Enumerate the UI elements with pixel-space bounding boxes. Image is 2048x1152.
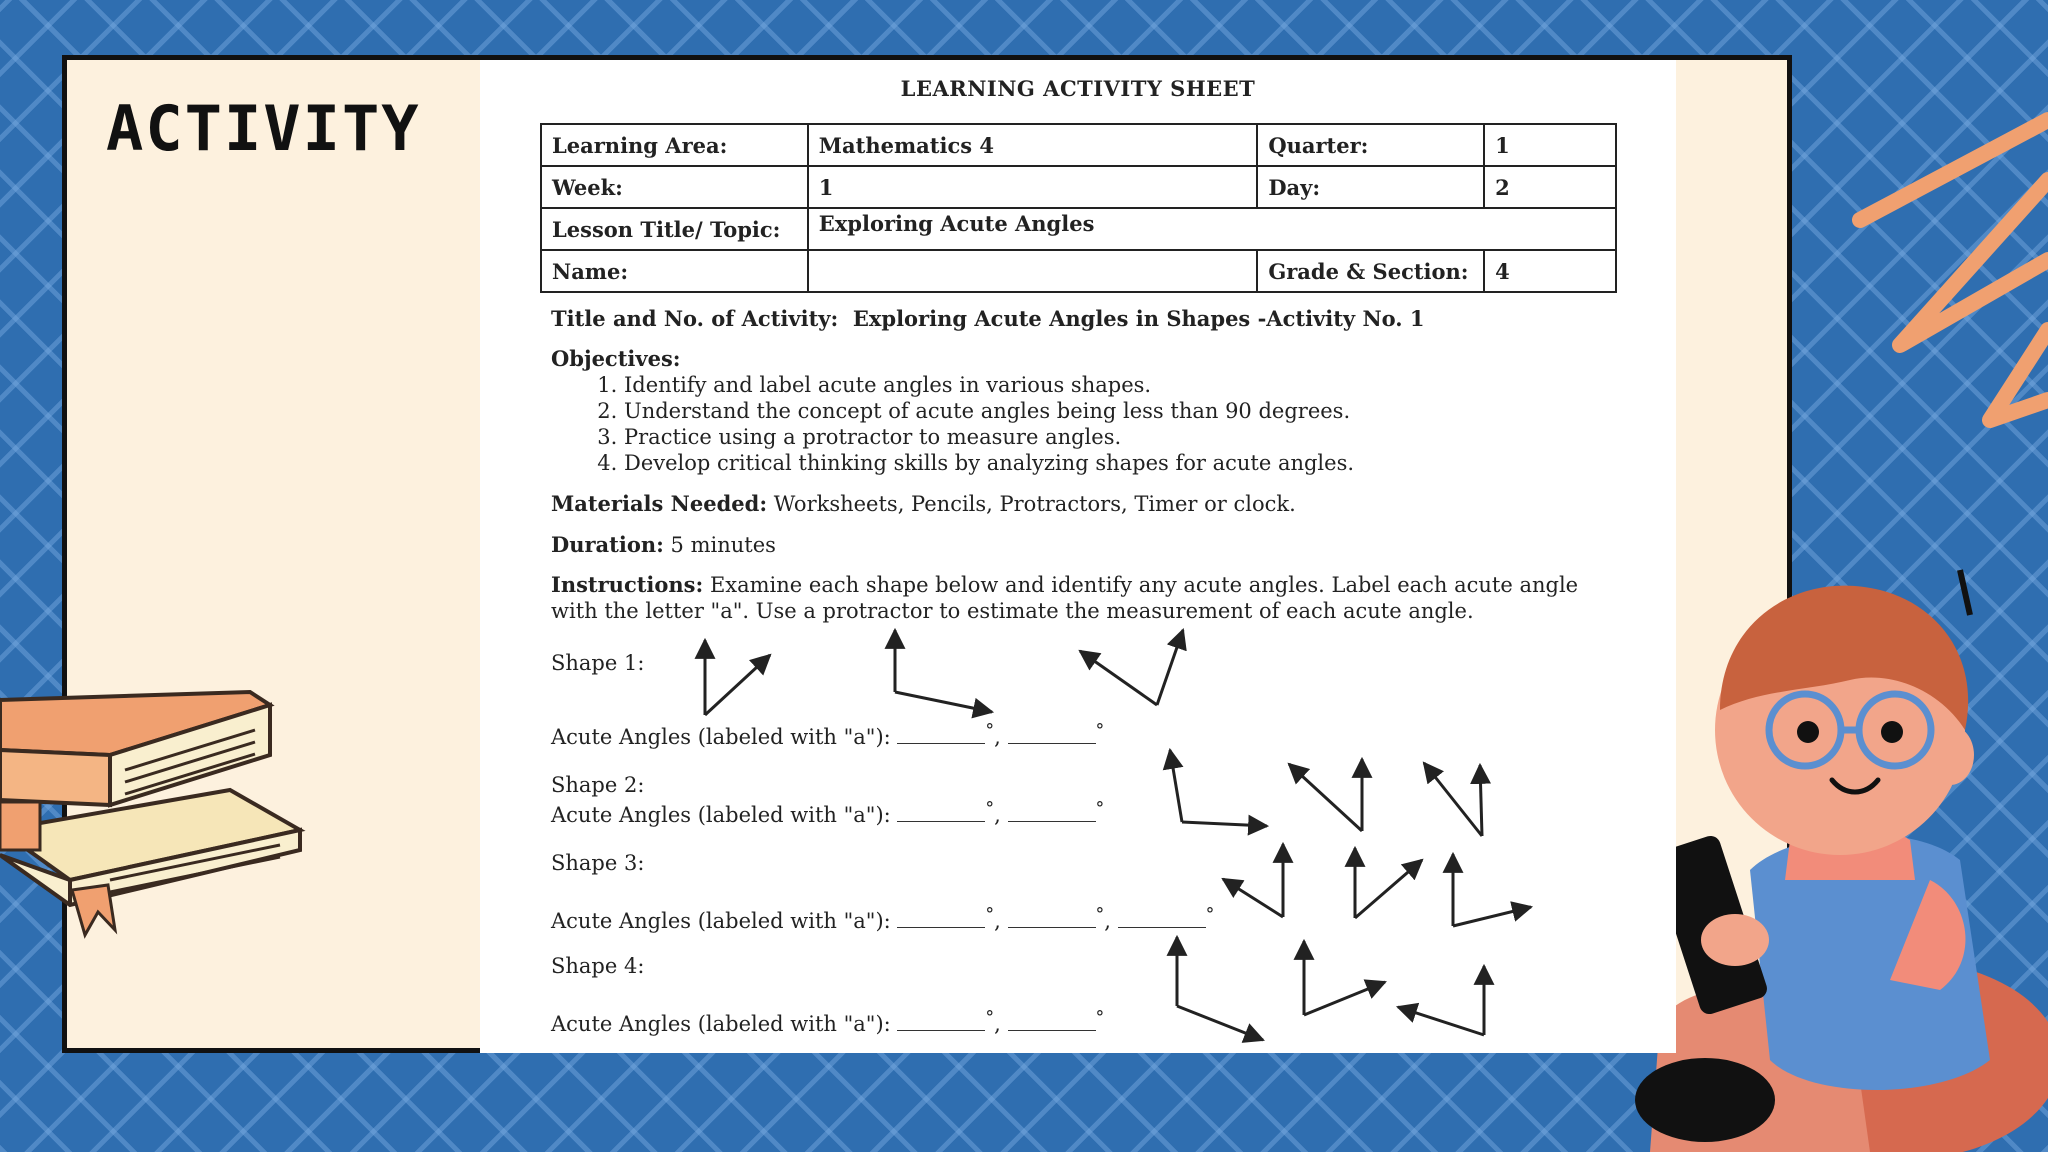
name-field[interactable]: [808, 250, 1258, 292]
lesson-title-value: Exploring Acute Angles: [808, 208, 1616, 250]
duration-label: Duration:: [551, 532, 664, 557]
shape-3-answer-row: Acute Angles (labeled with "a"): °, °, °: [551, 905, 1215, 933]
list-item: 4. Develop critical thinking skills by analyzing shapes for acute angles.: [624, 450, 1551, 476]
duration-value: 5 minutes: [670, 533, 776, 557]
learning-area-value: Mathematics 4: [808, 124, 1258, 166]
angle-figure: [1177, 937, 1263, 1040]
learning-area-label: Learning Area:: [541, 124, 808, 166]
name-label: Name:: [541, 250, 808, 292]
grade-section-value: 4: [1484, 250, 1616, 292]
shape-1-answer-row: Acute Angles (labeled with "a"): °, °: [551, 721, 1105, 749]
answer-blank[interactable]: [1008, 913, 1096, 928]
shape-4-label: Shape 4:: [551, 954, 645, 978]
activity-label: Title and No. of Activity:: [551, 306, 839, 331]
zigzag-scribble-icon: [1840, 100, 2048, 430]
answer-label: Acute Angles (labeled with "a"):: [551, 725, 891, 749]
instructions-block: [551, 572, 1611, 624]
answer-blank[interactable]: [897, 1016, 985, 1031]
activity-value: Exploring Acute Angles in Shapes -Activity No. 1: [852, 306, 1425, 331]
angle-figure: [1080, 630, 1183, 705]
info-table: [540, 123, 1617, 293]
table-row: [541, 166, 1616, 208]
week-value: 1: [808, 166, 1258, 208]
table-row: [541, 208, 1616, 250]
table-row: [541, 124, 1616, 166]
answer-blank[interactable]: [1008, 807, 1096, 822]
angle-figure: [895, 630, 992, 712]
stacked-books-icon: [0, 680, 320, 940]
degree-symbol: °: [1095, 1008, 1105, 1028]
answer-blank[interactable]: [1008, 729, 1096, 744]
angle-figure: [705, 640, 770, 715]
lesson-title-label: Lesson Title/ Topic:: [541, 208, 808, 250]
degree-symbol: °: [1205, 905, 1215, 925]
duration-line: [551, 532, 776, 558]
answer-label: Acute Angles (labeled with "a"):: [551, 1012, 891, 1036]
sheet-heading: LEARNING ACTIVITY SHEET: [900, 76, 1256, 101]
shape-2-label: Shape 2:: [551, 773, 645, 797]
answer-blank[interactable]: [897, 913, 985, 928]
answer-blank[interactable]: [897, 729, 985, 744]
list-item: 3. Practice using a protractor to measure angles.: [624, 424, 1551, 450]
degree-symbol: °: [1095, 799, 1105, 819]
degree-symbol: °: [1095, 721, 1105, 741]
shape-3-label: Shape 3:: [551, 851, 645, 875]
materials-line: [551, 491, 1296, 517]
degree-symbol: °: [985, 1008, 995, 1028]
activity-title-line: [551, 306, 1425, 332]
angle-figure: [1398, 966, 1484, 1035]
answer-label: Acute Angles (labeled with "a"):: [551, 803, 891, 827]
angle-figure: [1304, 941, 1385, 1015]
instructions-value: Examine each shape below and identify any acute angles. Label each acute angle with the letter "a". Use a protractor to estimate the measurement of each acute angle.: [551, 573, 1579, 623]
answer-blank[interactable]: [1008, 1016, 1096, 1031]
materials-label: Materials Needed:: [551, 491, 768, 516]
angle-figure: [1355, 848, 1422, 918]
angle-figure: [1170, 750, 1267, 826]
degree-symbol: °: [985, 905, 995, 925]
activity-sheet: [480, 60, 1676, 1053]
objectives-label: Objectives:: [551, 346, 681, 371]
answer-blank[interactable]: [1118, 913, 1206, 928]
objectives-block: [551, 346, 1551, 476]
angle-figure: [1453, 854, 1531, 926]
slide-title: ACTIVITY: [106, 92, 421, 165]
materials-value: Worksheets, Pencils, Protractors, Timer or clock.: [773, 492, 1296, 516]
angle-figure: [1223, 844, 1283, 917]
objectives-list: [551, 372, 1551, 476]
answer-label: Acute Angles (labeled with "a"):: [551, 909, 891, 933]
day-value: 2: [1484, 166, 1616, 208]
degree-symbol: °: [985, 721, 995, 741]
degree-symbol: °: [985, 799, 995, 819]
angle-figure: [1424, 763, 1482, 836]
grade-section-label: Grade & Section:: [1257, 250, 1484, 292]
shape-1-label: Shape 1:: [551, 651, 645, 675]
list-item: 2. Understand the concept of acute angles being less than 90 degrees.: [624, 398, 1551, 424]
shape-4-answer-row: Acute Angles (labeled with "a"): °, °: [551, 1008, 1105, 1036]
quarter-label: Quarter:: [1257, 124, 1484, 166]
answer-blank[interactable]: [897, 807, 985, 822]
day-label: Day:: [1257, 166, 1484, 208]
instructions-label: Instructions:: [551, 572, 704, 597]
list-item: 1. Identify and label acute angles in various shapes.: [624, 372, 1551, 398]
table-row: [541, 250, 1616, 292]
week-label: Week:: [541, 166, 808, 208]
degree-symbol: °: [1095, 905, 1105, 925]
quarter-value: 1: [1484, 124, 1616, 166]
shape-2-answer-row: Acute Angles (labeled with "a"): °, °: [551, 799, 1105, 827]
angle-figure: [1289, 759, 1362, 831]
